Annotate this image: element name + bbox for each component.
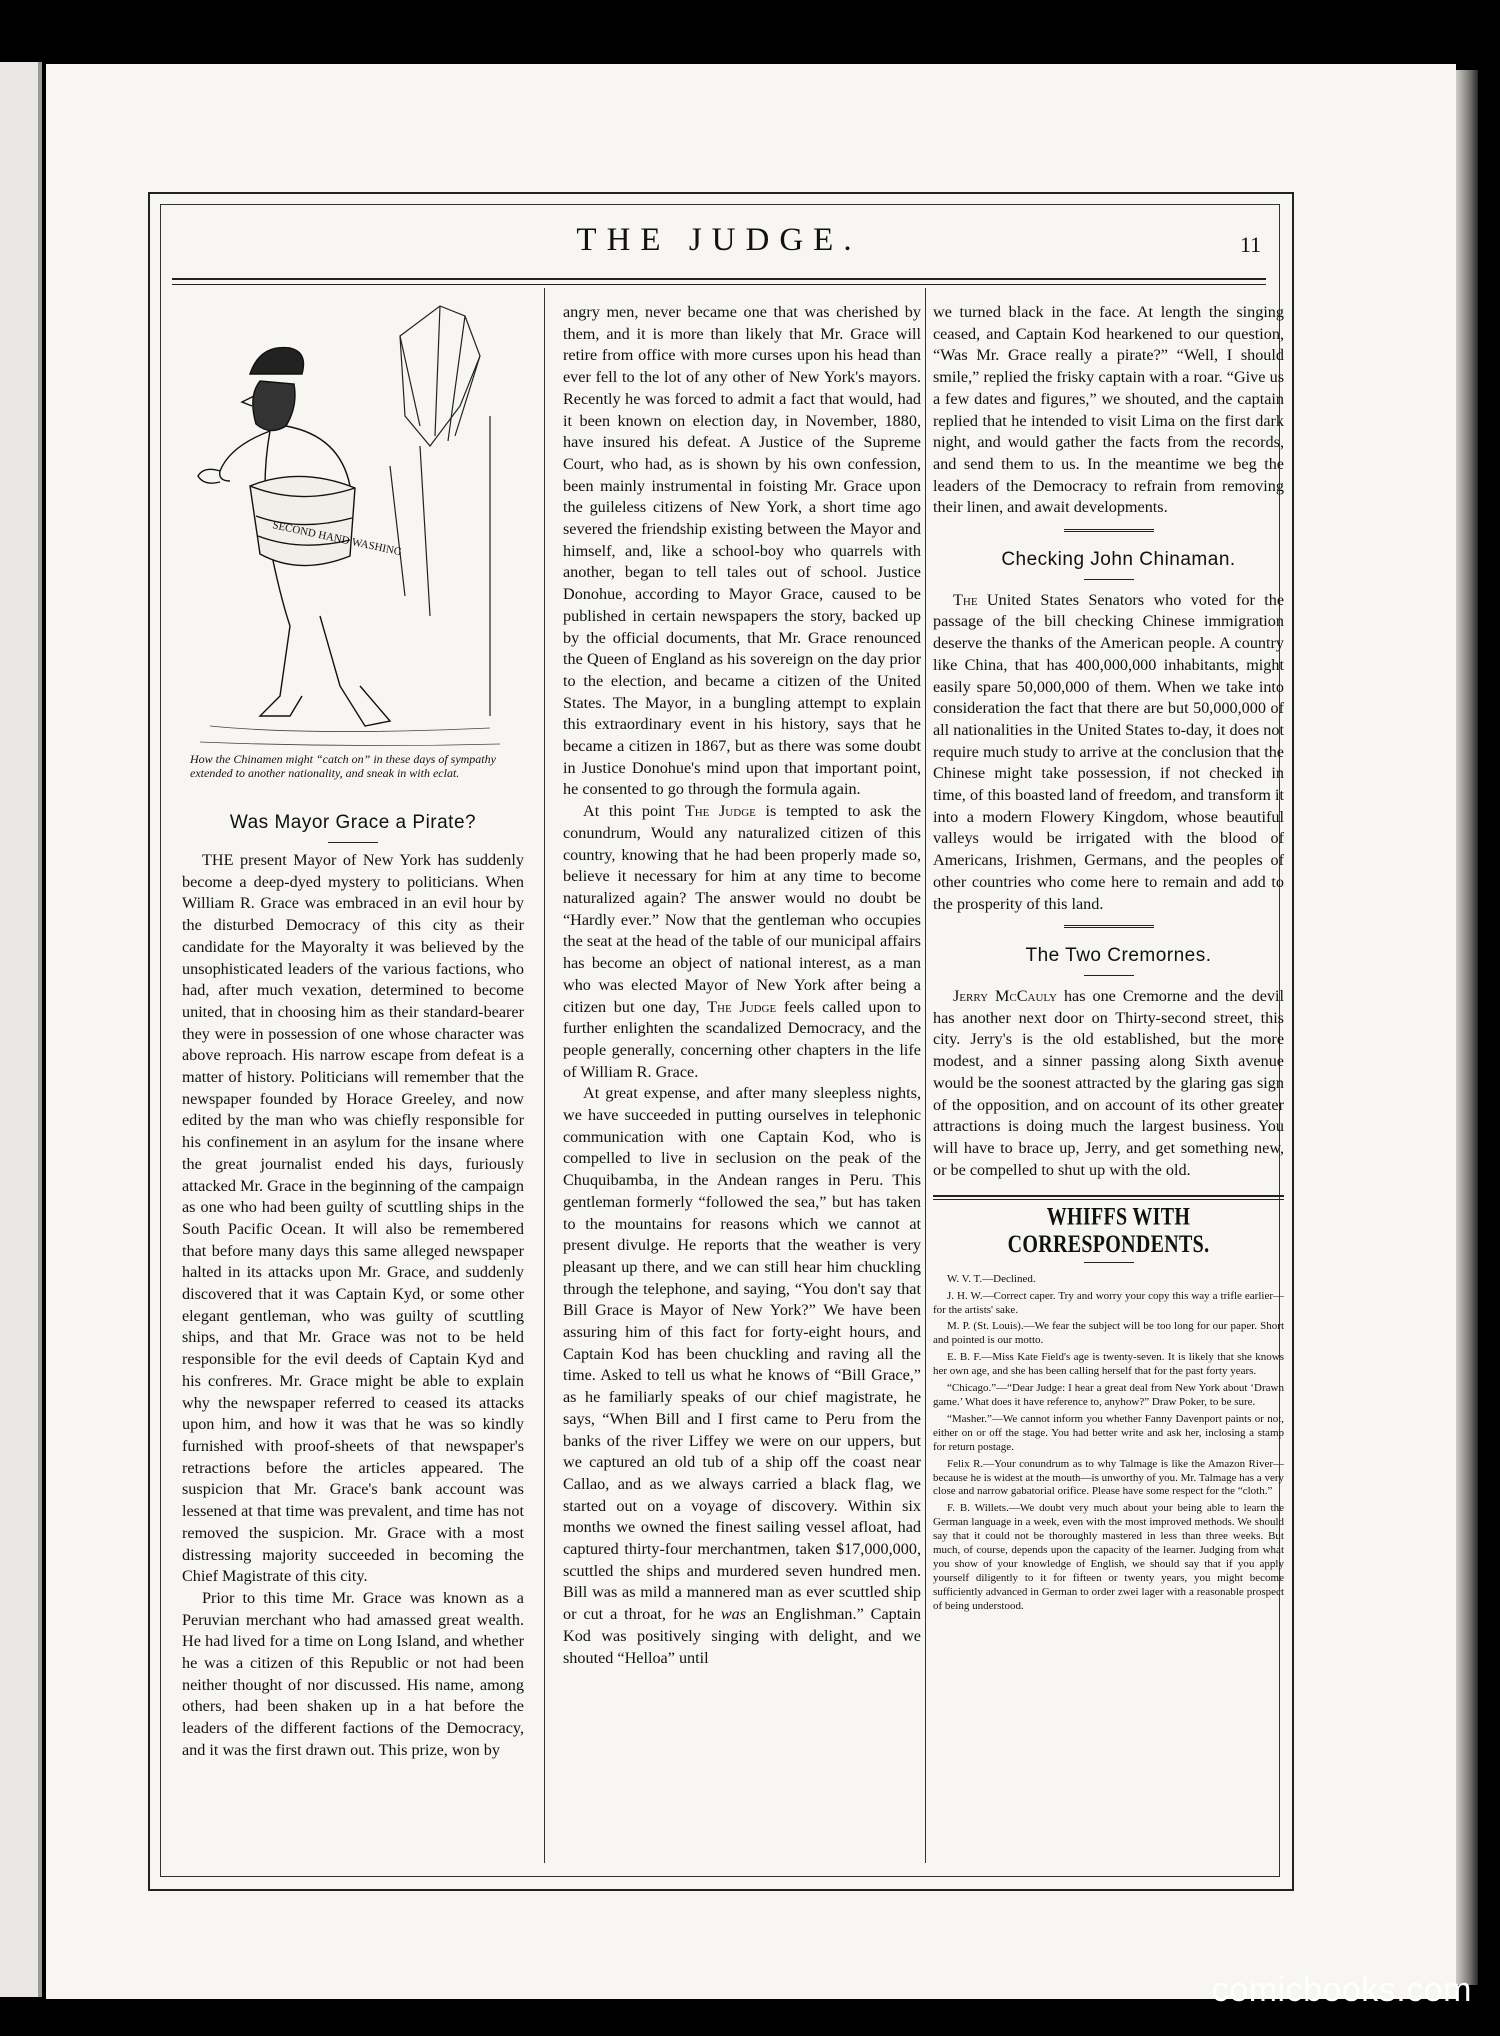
- paragraph-text: At great expense, and after many sleepless nights, we have succeeded in putting ourselves in telephonic communication with one Captain Kod, who is compelled to live in seclusion on the peak of the Chuquibamba, in the Andean ranges in Peru. This gentleman formerly “followed the sea,” but has taken to the mountains for reasons which we cannot at present divulge. He reports that the weather is very pleasant up there, and we can still hear him chuckling through the telephone, and saying, “You don't say that Bill Grace is Mayor of New York?” We have been assuring him of this fact for forty-eight hours, and Captain Kod has been chuckling and raving all the time. Asked to tell us what he knows of “Bill Grace,” as he familiarly speaks of our chief magistrate, he says, “When Bill and I first came to Peru from the banks of the river Liffey we were on our uppers, but we captured an old tub of a ship off the coast near Callao, and as we always carried a black flag, we started out on a voyage of discovery. Within six months we owned the finest sailing vessel afloat, had captured thirty-four merchantmen, taken $17,000,000, scuttled the ships and murdered seven hundred men. Bill was as mild a mannered man as ever scuttled ship or cut a throat, for he: [563, 1084, 921, 1624]
- paragraph-text: has one Cremorne and the devil has another next door on Thirty-second street, this city. Jerry's is the old established, but the more modest, and a sinner passing along Sixth avenue would be the soonest attracted by the glaring gas sign of the opposition, and on account of its other greater attractions is doing much the largest business. You will have to brace up, Jerry, and get something new, or be compelled to shut up with the old.: [933, 986, 1284, 1179]
- section-rule: [1064, 529, 1154, 535]
- column-divider-1: [544, 288, 545, 1863]
- correspondent-item: Felix R.—Your conundrum as to why Talmage is like the Amazon River—because he is widest at the mouth—is unworthy of you. Mr. Talmage has a very close and narrow gabatorial orifice. Please have some respect for the “cloth.”: [933, 1457, 1284, 1498]
- paragraph: [933, 590, 1284, 916]
- paragraph: [182, 850, 524, 1588]
- site-watermark: comicbooks.com: [1211, 1971, 1472, 2009]
- correspondent-item: “Masher.”—We cannot inform you whether Fanny Davenport paints or not, either on or off the stage. You had better write and ask her, inclosing a stamp for return postage.: [933, 1412, 1284, 1453]
- section-rule-heavy: [933, 1195, 1284, 1200]
- tub-lettering: SECOND HAND WASHING: [271, 519, 403, 559]
- column-divider-2: [925, 288, 926, 1863]
- emphasis: was: [720, 1605, 747, 1624]
- correspondent-item: M. P. (St. Louis).—We fear the subject will be too long for our paper. Short and pointed is our motto.: [933, 1320, 1284, 1347]
- masthead-rule: [172, 278, 1266, 280]
- publication-name: The Judge: [684, 802, 756, 821]
- paragraph-text: an Englishman.” Captain Kod was positively singing with delight, and we shouted “Helloa” until: [563, 1605, 922, 1667]
- lead-word: The: [953, 590, 978, 609]
- paragraph: angry men, never became one that was cherished by them, and it is more than likely that Mr. Grace will retire from office with more curses upon his head than ever fell to the lot of any other of New York's mayors. Recently he was forced to admit a fact that would, had it been known on election day, in November, 1880, have insured his defeat. A Justice of the Supreme Court, who had, as is shown by his own confession, been mainly instrumental in foisting Mr. Grace upon the guileless citizens of New York, a short time ago severed the friendship existing between the Mayor and himself, and, like a school-boy who quarrels with another, began to tell tales out of school. Justice Donohue, according to Mayor Grace, caused to be published in certain newspapers the story, backed up by the official documents, that Mr. Grace renounced the Queen of England as his sovereign on the day prior to the election, and became a citizen of the United States. The Mayor, in a bungling attempt to explain this extraordinary event in his history, says that he became a citizen in 1867, but as there was some doubt in Justice Donohue's mind upon that important point, he consented to go through the formula again.: [563, 303, 921, 799]
- right-page-edge: [1456, 70, 1478, 1985]
- masthead-title: THE JUDGE.: [576, 222, 862, 258]
- correspondents-list: [933, 1273, 1284, 1614]
- cartoon-caption: How the Chinamen might “catch on” in these days of sympathy extended to another nationality, and sneak in with eclat.: [190, 752, 496, 780]
- correspondent-item: “Chicago.”—“Dear Judge: I hear a great deal from New York about ‘Drawn game.’ What does it have reference to, anyhow?” Draw Poker, to be sure.: [933, 1382, 1284, 1408]
- title-rule: [1084, 975, 1134, 976]
- correspondent-item: E. B. F.—Miss Kate Field's age is twenty-seven. It is likely that she knows her own age, and she has been calling herself that for the past forty years.: [933, 1351, 1284, 1378]
- paragraph: [563, 1083, 921, 1669]
- paragraph-text: At this point: [583, 802, 676, 821]
- column-3: [933, 302, 1284, 1617]
- lead-word: Jerry McCauly: [953, 986, 1057, 1005]
- title-rule: [328, 842, 378, 843]
- publication-name: The Judge: [707, 997, 777, 1016]
- paragraph: [563, 801, 921, 1083]
- column-2: [563, 302, 921, 1669]
- whiffs-title: WHIFFS WITH CORRESPONDENTS.: [1007, 1203, 1210, 1259]
- article-title-two-cremornes: The Two Cremornes.: [1025, 945, 1212, 967]
- correspondent-item: W. V. T.—Declined.: [947, 1272, 1036, 1285]
- column-1: [182, 850, 524, 1762]
- masthead-rule-thin: [172, 284, 1266, 285]
- correspondent-item: F. B. Willets.—We doubt very much about your being able to learn the German language in a week, even with the most improved methods. We should say that it could not be thoroughly mastered in less than three weeks. But much, of course, depends upon the capacity of the learner. Judging from what you show of your knowledge of English, we should say that if you apply yourself diligently to it for fifteen or twenty years, you might become sufficiently advanced in German to order zwei lager with a reasonable prospect of being understood.: [933, 1502, 1284, 1612]
- paragraph: Prior to this time Mr. Grace was known as a Peruvian merchant who had amassed great wealth. He had lived for a time on Long Island, and whether he was a citizen of this Republic or not had been neither thought of nor discussed. His name, among others, had been shaken up in a hat before the leaders of the different factions of the Democracy, and it was the first drawn out. This prize, won by: [182, 1588, 524, 1759]
- paragraph: we turned black in the face. At length the singing ceased, and Captain Kod hearkened to our question, “Was Mr. Grace really a pirate?” “Well, I should smile,” replied the frisky captain with a roar. “Give us a few dates and figures,” we shouted, and the captain replied that he intended to visit Lima on the first dark night, and would gather the facts from the records, and send them to us. In the meantime we beg the leaders of the Democracy to refrain from removing their linen, and await developments.: [933, 303, 1284, 517]
- lead-word: THE: [202, 851, 234, 869]
- article-title-checking-john-chinaman: Checking John Chinaman.: [1001, 549, 1236, 571]
- paragraph-text: feels called upon to further enlighten the scandalized Democracy, and the people generally, concerning other chapters in the life of William R. Grace.: [563, 997, 922, 1081]
- heading-text: Was Mayor Grace a Pirate?: [229, 812, 477, 833]
- paragraph-text: United States Senators who voted for the passage of the bill checking Chinese immigration deserve the thanks of the American people. A country like China, that has 400,000,000 inhabitants, might easily spare 50,000,000 of them. When we take into consideration the fact that there are but 50,000,000 of all nationalities in the United States to-day, it does not require much study to arrive at the conclusion that the Chinese might take possession, if not checked in time, of this boasted land of freedom, and transform it into a modern Flowery Kingdom, whose beautiful valleys would be irrigated with the blood of Americans, Irishmen, Germans, and the peoples of other countries who come here to remain and add to the prosperity of this land.: [933, 590, 1285, 913]
- left-page-edge: [0, 62, 42, 1997]
- paragraph-text: present Mayor of New York has suddenly become a deep-dyed mystery to politicians. When William R. Grace was embraced in an evil hour by the disturbed Democracy of this city as their candidate for the Mayoralty it was believed by the unsophisticated leaders of the various factions, who had, after much vexation, determined to become united, that in choosing him as their standard-bearer they were in possession of one whose character was above reproach. His narrow escape from defeat is a matter of history. Politicians will remember that the newspaper founded by Horace Greeley, and now edited by the man who was chiefly responsible for his confinement in an asylum for the insane where the great journalist ended his days, furiously attacked Mr. Grace in the beginning of the campaign as one who had been guilty of scuttling ships in the South Pacific Ocean. It will also be remembered that before many days this same alleged newspaper halted in its attacks upon Mr. Grace, and suddenly discovered that it was Captain Kyd, or some other elegant gentleman, who was guilty of scuttling ships, and that Mr. Grace was not to be held responsible for the evil deeds of Captain Kyd and his confreres. Mr. Grace might be able to explain why the newspaper referred to ceased its attacks upon him, and how it was that he was so kindly furnished with proof-sheets of that newspaper's retractions before the articles appeared. The suspicion that Mr. Grace's bank account was lessened at that time was prevalent, and time has not removed the suspicion. Mr. Grace with a most distressing majority succeeded in becoming the Chief Magistrate of this city.: [182, 851, 524, 1586]
- correspondent-item: J. H. W.—Correct caper. Try and worry your copy this way a trifle earlier—for the artists' sake.: [933, 1289, 1284, 1316]
- paragraph: [933, 986, 1284, 1181]
- title-rule: [1084, 579, 1134, 580]
- page-number: 11: [1240, 232, 1262, 257]
- article-title-was-mayor-grace: [182, 812, 524, 853]
- figure-with-washtub-cartoon: [190, 296, 516, 752]
- paragraph-text: is tempted to ask the conundrum, Would any naturalized citizen of this country, knowing that he had been properly made so, believe it necessary for him at any time to become naturalized again? The answer would no doubt be “Hardly ever.” Now that the gentleman who occupies the seat at the head of the table of our municipal affairs has become an object of national interest, as a man who was elected Mayor of New York after being a citizen but one day,: [563, 802, 922, 1016]
- title-rule: [1084, 1262, 1134, 1263]
- section-rule: [1064, 925, 1154, 931]
